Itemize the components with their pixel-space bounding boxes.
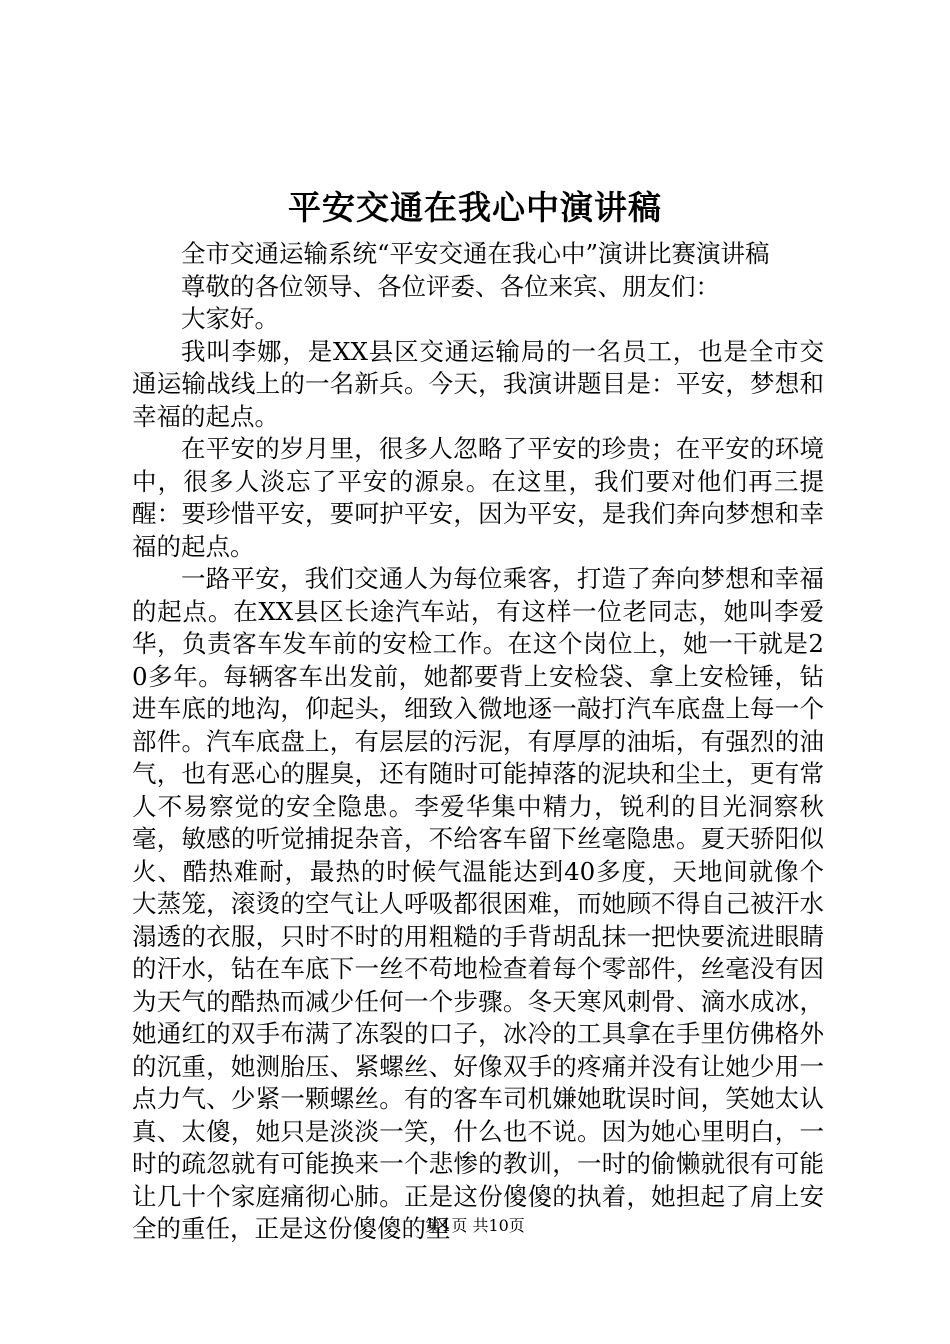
page-title: 平安交通在我心中演讲稿 <box>288 188 662 227</box>
paragraph-salutation: 尊敬的各位领导、各位评委、各位来宾、朋友们： <box>181 271 720 301</box>
document-body <box>132 238 824 1246</box>
paragraph-introduction: 我叫李娜，是XX县区交通运输局的一名员工，也是全市交通运输战线上的一名新兵。今天，我演讲题目是：平安，梦想和幸福的起点。 <box>132 336 824 431</box>
paragraph-subtitle: 全市交通运输系统“平安交通在我心中”演讲比赛演讲稿 <box>181 239 770 268</box>
paragraph-greeting: 大家好。 <box>181 304 279 333</box>
paragraph-story: 一路平安，我们交通人为每位乘客，打造了奔向梦想和幸福的起点。在XX县区长途汽车站，有这样一位老同志，她叫李爱华，负责客车发车前的安检工作。在这个岗位上，她一干就是20多年。每辆客车出发前，她都要背上安检袋、拿上安检锤，钻进车底的地沟，仰起头，细致入微地逐一敲打汽车底盘上每一个部件。汽车底盘上，有层层的污泥，有厚厚的油垢，有强烈的油气，也有恶心的腥臭，还有随时可能掉落的泥块和尘土，更有常人不易察觉的安全隐患。李爱华集中精力，锐利的目光洞察秋毫，敏感的听觉捕捉杂音，不给客车留下丝毫隐患。夏天骄阳似火、酷热难耐，最热的时候气温能达到40多度，天地间就像个大蒸笼，滚烫的空气让人呼吸都很困难，而她顾不得自己被汗水溻透的衣服，只时不时的用粗糙的手背胡乱抹一把快要流进眼睛的汗水，钻在车底下一丝不苟地检查着每个零部件，丝毫没有因为天气的酷热而减少任何一个步骤。冬天寒风刺骨、滴水成冰，她通红的双手布满了冻裂的口子，冰冷的工具拿在手里仿佛格外的沉重，她测胎压、紧螺丝、好像双手的疼痛并没有让她少用一点力气、少紧一颗螺丝。有的客车司机嫌她耽误时间，笑她太认真、太傻，她只是淡淡一笑，什么也不说。因为她心里明白，一时的疏忽就有可能换来一个悲惨的教训，一时的偷懒就很有可能让几十个家庭痛彻心肺。正是这份傻傻的执着，她担起了肩上安全的重任，正是这份傻傻的坚 <box>132 564 824 1243</box>
page-footer: 第1页 共10页 <box>425 1216 525 1235</box>
paragraph-reminder: 在平安的岁月里，很多人忽略了平安的珍贵；在平安的环境中，很多人淡忘了平安的源泉。在这里，我们要对他们再三提醒：要珍惜平安，要呵护平安，因为平安，是我们奔向梦想和幸福的起点。 <box>132 434 824 561</box>
